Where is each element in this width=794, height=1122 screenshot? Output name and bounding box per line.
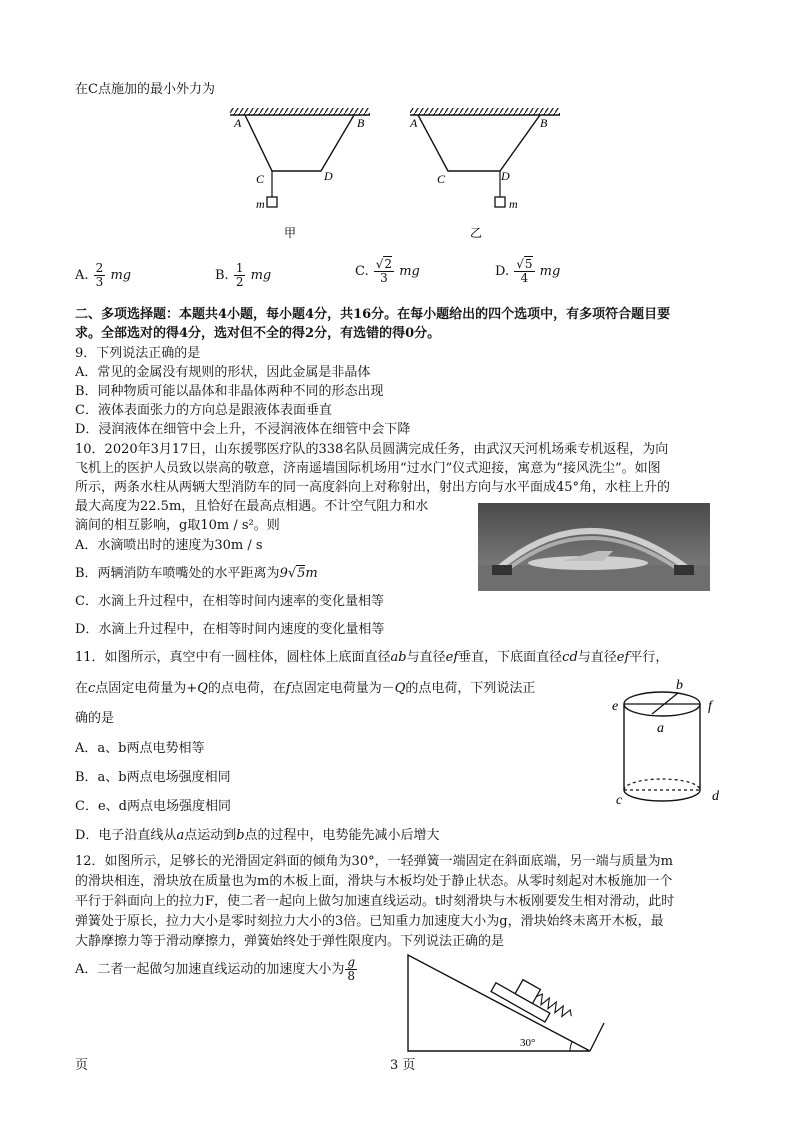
caption-jia: 甲: [284, 226, 297, 240]
fraction: $\frac{g}{8}$: [347, 955, 356, 983]
label-A: A: [410, 116, 418, 130]
q10-line1: 10．2020年3月17日，山东援鄂医疗队的338名队员圆满完成任务，由武汉天河机场乘专机返程，为向: [75, 442, 669, 457]
label-b: b: [676, 678, 683, 693]
q11-line1: 11．如图所示，真空中有一圆柱体，圆柱体上底面直径ab与直径ef垂直，下底面直径cd与直径ef平行，: [75, 650, 669, 665]
q9-option-c[interactable]: C．液体表面张力的方向总是跟液体表面垂直: [75, 403, 332, 418]
fraction: $\frac{√5}{4}$: [516, 257, 533, 285]
label-m: m: [256, 197, 265, 211]
q9-option-a[interactable]: A．常见的金属没有规则的形状，因此金属是非晶体: [75, 365, 371, 380]
q11-option-d[interactable]: D．电子沿直线从a点运动到b点的过程中，电势能先减小后增大: [75, 828, 440, 843]
q10-line5: 滴间的相互影响，g取10m / s²。则: [75, 518, 280, 533]
label-B: B: [357, 116, 365, 130]
angle-label: 30°: [520, 1037, 536, 1049]
bottom-front-arc: [624, 790, 700, 801]
page-number: 3 页: [390, 1058, 416, 1073]
q10-option-d[interactable]: D．水滴上升过程中，在相等时间内速度的变化量相等: [75, 622, 385, 637]
water-gate-photo: [478, 503, 710, 591]
section2-line1: 二、多项选择题：本题共4小题，每小题4分，共16分。在每小题给出的四个选项中，有多项符合题目要: [75, 307, 671, 322]
q12-line1: 12．如图所示，足够长的光滑固定斜面的倾角为30°，一轻弹簧一端固定在斜面底端，另一端与质量为m: [75, 854, 673, 869]
q10-option-b[interactable]: B．两辆消防车喷嘴处的水平距离为9√5m: [75, 566, 318, 581]
q11-option-b[interactable]: B．a、b两点电场强度相同: [75, 770, 231, 785]
q12-line2: 的滑块相连，滑块放在质量也为m的木板上面，滑块与木板均处于静止状态。从零时刻起对木板施加一个: [75, 874, 673, 889]
q10-line3: 所示，两条水柱从两辆大型消防车的同一高度斜向上对称射出，射出方向与水平面成45°角，水柱上升的: [75, 480, 671, 495]
q8-stem-tail: 在C点施加的最小外力为: [75, 82, 215, 97]
fire-truck: [674, 565, 694, 575]
fraction: $\frac{√2}{3}$: [375, 257, 393, 285]
incline-triangle: [408, 955, 590, 1051]
label-c: c: [616, 793, 623, 808]
ceiling-hatch: [230, 108, 370, 115]
figure-jia: [230, 108, 370, 240]
q11-option-a[interactable]: A．a、b两点电势相等: [75, 741, 205, 756]
section2-line2: 求。全部选对的得4分，选对但不全的得2分，有选错的得0分。: [75, 326, 441, 341]
bottom-back-arc: [624, 779, 700, 790]
q10-line4: 最大高度为22.5m，且恰好在最高点相遇。不计空气阻力和水: [75, 499, 429, 514]
q12-line5: 大静摩擦力等于滑动摩擦力，弹簧始终处于弹性限度内。下列说法正确的是: [75, 934, 505, 949]
angle-arc: [570, 1042, 572, 1051]
label-e: e: [612, 699, 619, 714]
label-a: a: [657, 721, 664, 736]
label-D: D: [324, 169, 333, 183]
label-f: f: [708, 699, 712, 714]
cylinder-figure: [612, 672, 732, 812]
label-C: C: [437, 172, 446, 186]
q10-option-c[interactable]: C．水滴上升过程中，在相等时间内速率的变化量相等: [75, 594, 384, 609]
q8-option-b[interactable]: B. $\frac{1}{2}$ mg: [215, 261, 272, 289]
q8-option-d[interactable]: D. $\frac{√5}{4}$ mg: [495, 257, 561, 285]
mass-block: [495, 197, 505, 207]
q12-line4: 弹簧处于原长，拉力大小是零时刻拉力大小的3倍。已知重力加速度大小为g，滑块始终未离开木板，最: [75, 914, 664, 929]
label-C: C: [256, 172, 265, 186]
mass-block: [267, 197, 277, 207]
q10-line2: 飞机上的医护人员致以崇高的敬意，济南遥墙国际机场用“过水门”仪式迎接，寓意为“接风洗尘”。如图: [75, 461, 661, 476]
rope: [418, 115, 540, 171]
q9-option-b[interactable]: B．同种物质可能以晶体和非晶体两种不同的形态出现: [75, 384, 384, 399]
ceiling-hatch: [410, 108, 560, 115]
q11-line3: 确的是: [75, 711, 115, 726]
incline-figure: [400, 945, 620, 1057]
q12-option-a[interactable]: A．二者一起做匀加速直线运动的加速度大小为 $\frac{g}{8}$: [75, 955, 356, 983]
label-A: A: [234, 116, 242, 130]
fraction: $\frac{2}{3}$: [95, 261, 104, 289]
label-m: m: [509, 197, 518, 211]
fraction: $\frac{1}{2}$: [235, 261, 244, 289]
label-D: D: [501, 169, 510, 183]
fire-truck: [492, 565, 512, 575]
caption-yi: 乙: [470, 226, 483, 240]
rope: [245, 115, 354, 171]
q8-option-a[interactable]: A. $\frac{2}{3}$ mg: [75, 261, 132, 289]
figure-yi: [409, 108, 560, 240]
q10-option-a[interactable]: A．水滴喷出时的速度为30m / s: [75, 538, 263, 553]
label-d: d: [712, 789, 719, 804]
q11-line2: 在c点固定电荷量为+Q的点电荷，在f点固定电荷量为－Q的点电荷，下列说法正: [75, 681, 536, 696]
label-B: B: [540, 116, 548, 130]
q12-line3: 平行于斜面向上的拉力F，使二者一起向上做匀加速直线运动。t时刻滑块与木板刚要发生相对滑动，此时: [75, 894, 675, 909]
q11-option-c[interactable]: C．e、d两点电场强度相同: [75, 799, 231, 814]
wall-stop: [590, 1023, 604, 1051]
q9-stem: 9．下列说法正确的是: [75, 346, 201, 361]
q8-figures: [220, 105, 580, 245]
q8-option-c[interactable]: C. $\frac{√2}{3}$ mg: [355, 257, 420, 285]
q9-option-d[interactable]: D．浸润液体在细管中会上升，不浸润液体在细管中会下降: [75, 422, 411, 437]
footer-left: 页: [75, 1058, 89, 1073]
